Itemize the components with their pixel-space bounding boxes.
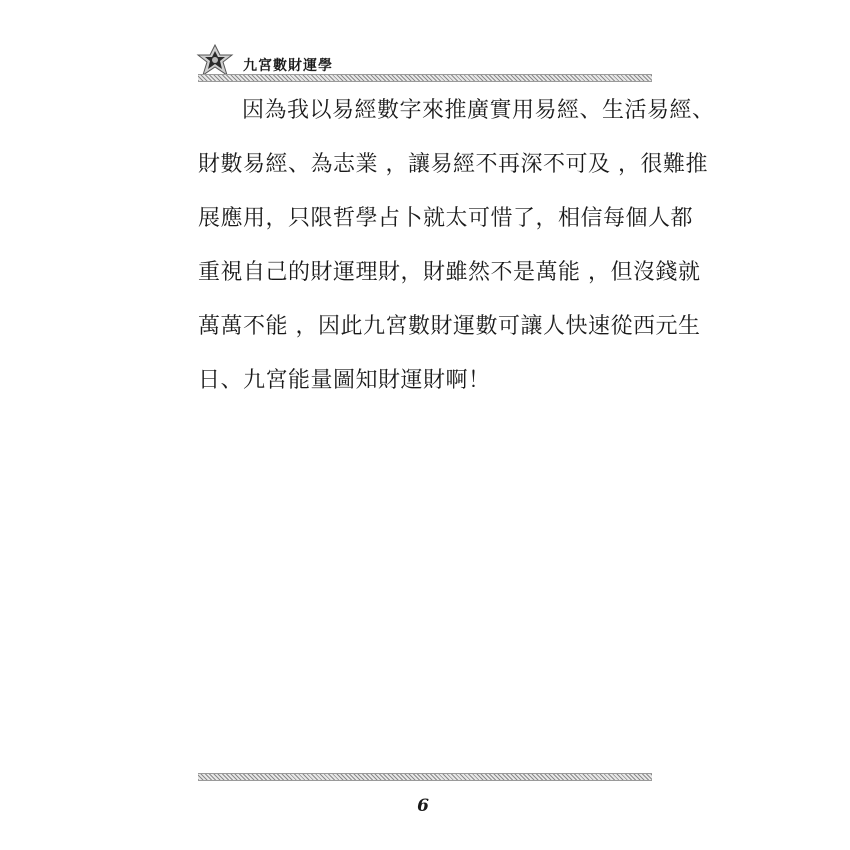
paragraph-line: 萬萬不能 ，因此九宮數財運數可讓人快速從西元生 [198,314,701,339]
page-number: 6 [417,796,429,816]
paragraph-line: 財數易經、為志業 ，讓易經不再深不可及 ，很難推 [198,152,708,177]
paragraph-line: 日、九宮能量圖知財運財啊！ [198,368,491,393]
paragraph-line: 因為我以易經數字來推廣實用易經、生活易經、 [242,98,715,123]
book-title: 九宮數財運學 [243,58,333,74]
star-emblem-icon [195,44,235,78]
footer-divider [198,773,652,781]
paragraph-line: 展應用，只限哲學占卜就太可惜了，相信每個人都 [198,206,694,231]
paragraph-line: 重視自己的財運理財，財雖然不是萬能 ，但沒錢就 [198,260,701,285]
header-divider [198,74,652,82]
body-paragraph [198,84,715,408]
